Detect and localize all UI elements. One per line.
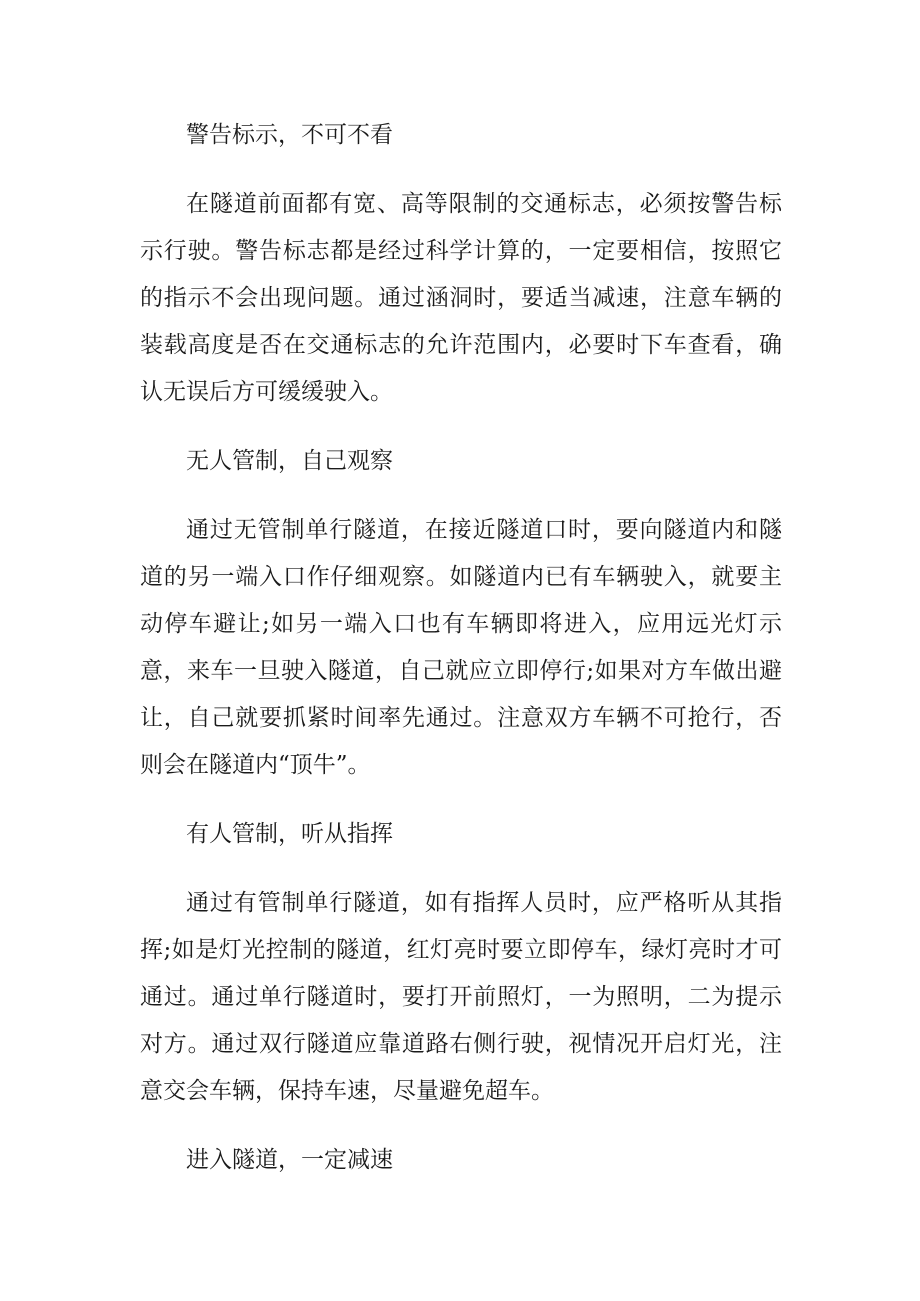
section-heading-unmanaged: 无人管制，自己观察 [186,448,393,474]
section-heading-warning-signs: 警告标示，不可不看 [186,122,393,148]
paragraph-unmanaged: 通过无管制单行隧道，在接近隧道口时，要向隧道内和隧道的另一端入口作仔细观察。如隧道内已有车辆驶入，就要主动停车避让;如另一端入口也有车辆即将进入，应用远光灯示意，来车一旦驶入隧道，自己就应立即停行;如果对方车做出避让，自己就要抓紧时间率先通过。注意双方车辆不可抢行，否则会在隧道内“顶牛”。 [140,517,782,778]
section-heading-managed: 有人管制，听从指挥 [186,821,393,847]
paragraph-managed: 通过有管制单行隧道，如有指挥人员时，应严格听从其指挥;如是灯光控制的隧道，红灯亮时要立即停车，绿灯亮时才可通过。通过单行隧道时，要打开前照灯，一为照明，二为提示对方。通过双行隧道应靠道路右侧行驶，视情况开启灯光，注意交会车辆，保持车速，尽量避免超车。 [140,890,782,1104]
section-heading-slow-down: 进入隧道，一定减速 [186,1147,393,1173]
paragraph-warning-signs: 在隧道前面都有宽、高等限制的交通标志，必须按警告标示行驶。警告标志都是经过科学计算的，一定要相信，按照它的指示不会出现问题。通过涵洞时，要适当减速，注意车辆的装载高度是否在交通标志的允许范围内，必要时下车查看，确认无误后方可缓缓驶入。 [140,191,782,405]
document-body [140,112,782,1206]
